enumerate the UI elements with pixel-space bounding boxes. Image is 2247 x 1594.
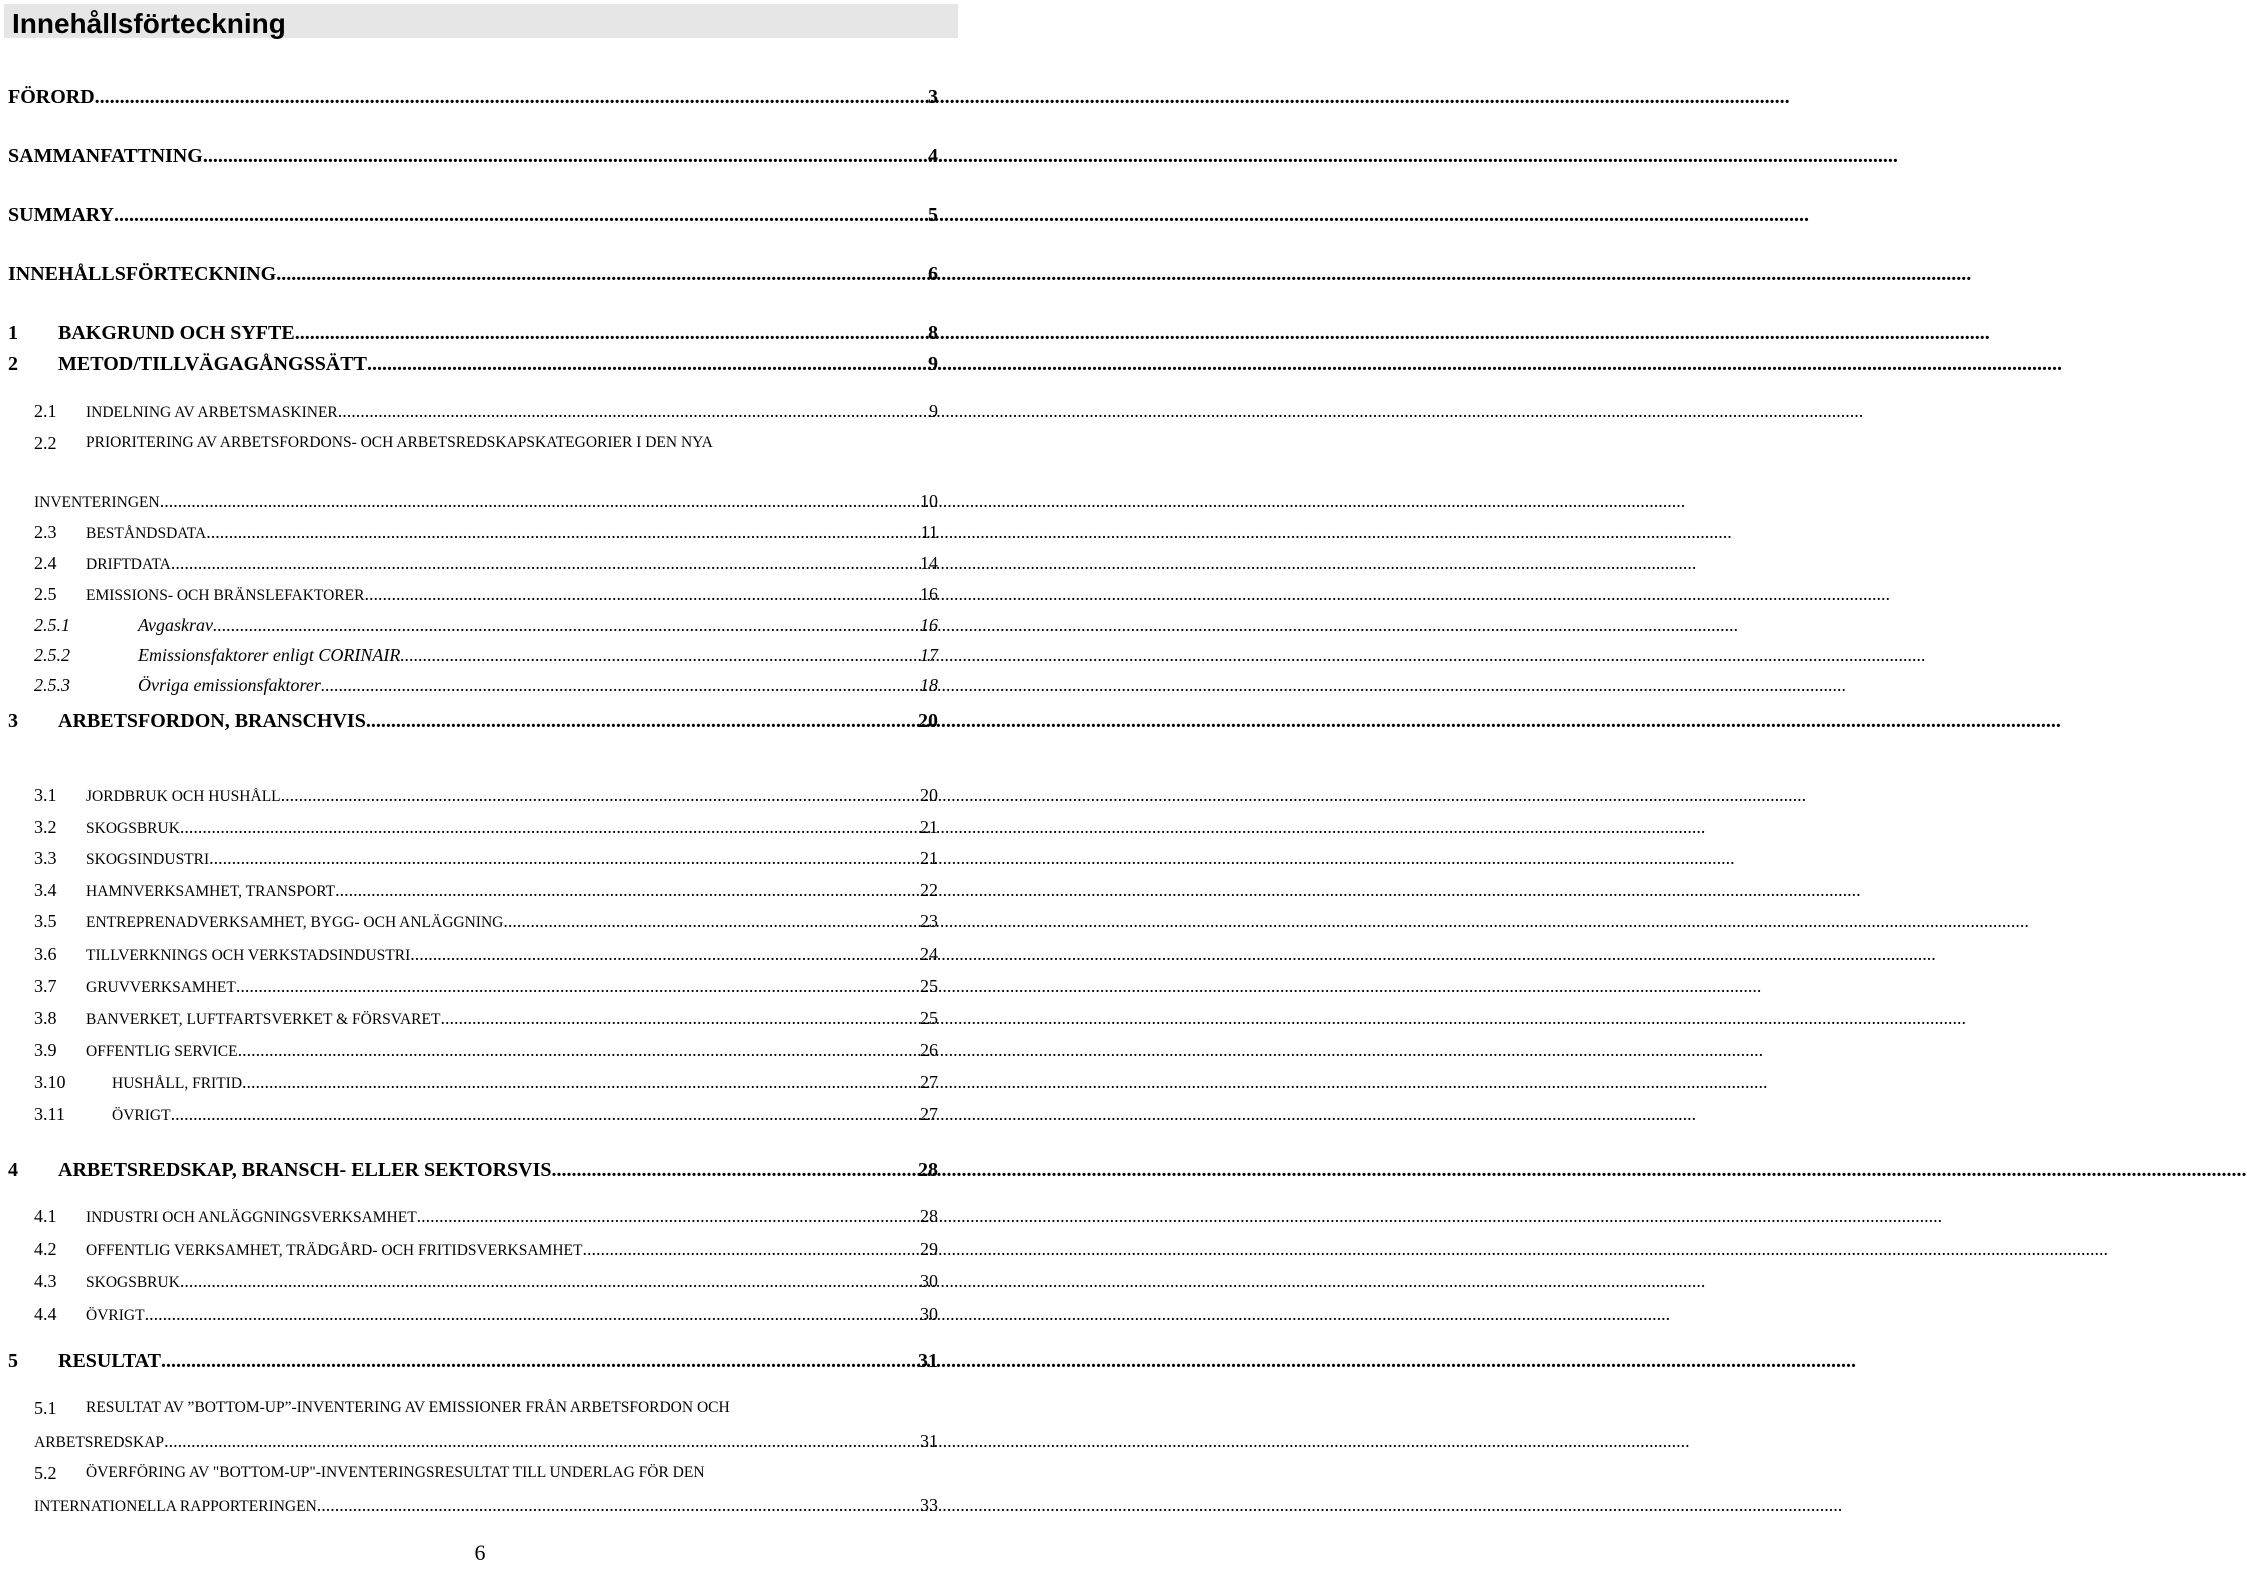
toc-page-number: 4 [928, 145, 938, 167]
toc-page-number: 26 [920, 1040, 938, 1060]
toc-page-number: 5 [928, 204, 938, 226]
toc-page-number: 22 [920, 880, 938, 900]
toc-title: ÖVRIGT [112, 1107, 171, 1124]
toc-number: 2.3 [34, 522, 57, 542]
toc-number: 3.3 [34, 848, 57, 868]
toc-page-number: 28 [920, 1206, 938, 1226]
toc-entry[interactable] [8, 82, 938, 112]
toc-title: ARBETSFORDON, BRANSCHVIS [58, 710, 366, 732]
dot-leader [171, 548, 920, 578]
toc-title: ÖVERFÖRING AV "BOTTOM-UP"-INVENTERINGSRESULTAT TILL UNDERLAG FÖR DEN [86, 1464, 705, 1481]
toc-section-heading-line[interactable] [0, 428, 938, 458]
dot-leader [276, 259, 928, 289]
toc-section[interactable] [34, 906, 938, 936]
toc-number: 4 [8, 1159, 18, 1181]
toc-title: Övriga emissionsfaktorer [138, 675, 321, 695]
toc-section[interactable] [34, 1035, 938, 1065]
toc-page-number: 9 [928, 353, 938, 375]
toc-section[interactable] [34, 548, 938, 578]
toc-chapter[interactable] [8, 318, 938, 348]
toc-title: INNEHÅLLSFÖRTECKNING [8, 263, 277, 285]
toc-title: SAMMANFATTNING [8, 145, 203, 167]
toc-page-number: 16 [920, 615, 938, 635]
toc-section-heading-line[interactable] [0, 1458, 938, 1488]
toc-number: 5 [8, 1350, 18, 1372]
dot-leader [95, 82, 928, 112]
dot-leader [338, 396, 929, 426]
toc-page-number: 6 [928, 263, 938, 285]
toc-number: 3.7 [34, 976, 57, 996]
dot-leader [440, 1003, 920, 1033]
toc-page-number: 21 [920, 817, 938, 837]
toc-number: 2.5.3 [34, 675, 70, 695]
toc-section[interactable] [34, 1003, 938, 1033]
dot-leader [410, 939, 920, 969]
toc-title: ARBETSREDSKAP, BRANSCH- ELLER SEKTORSVIS [58, 1159, 552, 1181]
toc-page-number: 20 [920, 785, 938, 805]
toc-number: 3 [8, 710, 18, 732]
dot-leader [206, 517, 920, 547]
toc-section[interactable] [34, 1426, 938, 1456]
toc-section[interactable] [34, 875, 938, 905]
dot-leader [203, 141, 928, 171]
dot-leader [145, 1299, 920, 1329]
toc-entry[interactable] [8, 200, 938, 230]
toc-number: 4.2 [34, 1239, 57, 1259]
toc-title: Emissionsfaktorer enligt CORINAIR [138, 645, 401, 665]
toc-number: 4.3 [34, 1271, 57, 1291]
dot-leader [364, 579, 920, 609]
toc-page-number: 16 [920, 584, 938, 604]
toc-page-number: 31 [918, 1350, 938, 1372]
toc-page-number: 24 [920, 944, 938, 964]
dot-leader [552, 1155, 919, 1185]
toc-number: 3.5 [34, 911, 57, 931]
toc-title: Avgaskrav [138, 615, 213, 635]
toc-page-number: 20 [918, 710, 938, 732]
toc-page-number: 8 [928, 322, 938, 344]
toc-title: GRUVVERKSAMHET [86, 979, 236, 996]
toc-title-continuation: INTERNATIONELLA RAPPORTERINGEN [34, 1498, 317, 1515]
toc-title: RESULTAT AV ”BOTTOM-UP”-INVENTERING AV EMISSIONER FRÅN ARBETSFORDON OCH [86, 1399, 730, 1416]
toc-chapter[interactable] [8, 1346, 938, 1376]
dot-leader [417, 1201, 920, 1231]
toc-section[interactable] [34, 971, 938, 1001]
toc-entry[interactable] [8, 259, 938, 289]
toc-section[interactable] [34, 1201, 938, 1231]
toc-chapter[interactable] [8, 1155, 938, 1185]
dot-leader [317, 1490, 920, 1520]
heading-band [4, 4, 958, 38]
toc-section[interactable] [34, 1099, 938, 1129]
toc-number: 3.1 [34, 785, 57, 805]
dot-leader [582, 1234, 920, 1264]
toc-title: BAKGRUND OCH SYFTE [58, 322, 295, 344]
dot-leader [295, 318, 928, 348]
toc-number: 3.10 [34, 1072, 66, 1092]
toc-section[interactable] [34, 579, 938, 609]
toc-title: RESULTAT [58, 1350, 162, 1372]
toc-section[interactable] [34, 1299, 938, 1329]
toc-number: 3.2 [34, 817, 57, 837]
toc-title: HUSHÅLL, FRITID [112, 1075, 243, 1092]
toc-number: 5.2 [34, 1463, 57, 1483]
toc-title: BANVERKET, LUFTFARTSVERKET & FÖRSVARET [86, 1011, 441, 1028]
dot-leader [180, 812, 920, 842]
toc-page-number: 3 [928, 86, 938, 108]
dot-leader [213, 610, 920, 640]
toc-number: 2.1 [34, 401, 57, 421]
toc-title: ÖVRIGT [86, 1307, 145, 1324]
toc-title: SUMMARY [8, 204, 114, 226]
toc-section-heading-line[interactable] [0, 1393, 938, 1423]
toc-page-number: 17 [920, 645, 938, 665]
dot-leader [180, 1266, 920, 1296]
toc-entry[interactable] [8, 141, 938, 171]
toc-section[interactable] [34, 780, 938, 810]
toc-title: OFFENTLIG SERVICE [86, 1043, 238, 1060]
toc-number: 3.8 [34, 1008, 57, 1028]
toc-section[interactable] [34, 1234, 938, 1264]
toc-number: 3.11 [34, 1104, 65, 1124]
dot-leader [400, 640, 920, 670]
toc-section[interactable] [34, 517, 938, 547]
toc-page-number: 23 [920, 911, 938, 931]
dot-leader [114, 200, 928, 230]
toc-page-number: 27 [920, 1104, 938, 1124]
page-number: 6 [474, 1540, 486, 1565]
dot-leader [161, 1346, 918, 1376]
toc-subsection[interactable] [34, 610, 938, 640]
toc-page-number: 29 [920, 1239, 938, 1259]
dot-leader [321, 670, 920, 700]
dot-leader [367, 349, 928, 379]
toc-section[interactable] [34, 939, 938, 969]
dot-leader [171, 1099, 920, 1129]
toc-title: SKOGSBRUK [86, 1274, 180, 1291]
toc-title: BESTÅNDSDATA [86, 525, 207, 542]
toc-title: SKOGSINDUSTRI [86, 851, 210, 868]
toc-number: 2.2 [34, 433, 57, 453]
dot-leader [160, 486, 920, 516]
toc-number: 1 [8, 322, 18, 344]
toc-page-number: 10 [920, 491, 938, 511]
toc-title: FÖRORD [8, 86, 95, 108]
dot-leader [236, 971, 920, 1001]
toc-subsection[interactable] [34, 640, 938, 670]
toc-number: 2 [8, 353, 18, 375]
toc-number: 5.1 [34, 1398, 57, 1418]
toc-number: 2.5.1 [34, 615, 70, 635]
toc-page-number: 25 [920, 976, 938, 996]
toc-number: 4.1 [34, 1206, 57, 1226]
toc-page-number: 30 [920, 1304, 938, 1324]
toc-title: HAMNVERKSAMHET, TRANSPORT [86, 883, 336, 900]
dot-leader [209, 843, 920, 873]
toc-title-continuation: INVENTERINGEN [34, 494, 160, 511]
dot-leader [242, 1067, 920, 1097]
toc-section[interactable] [34, 1266, 938, 1296]
toc-title: METOD/TILLVÄGAGÅNGSSÄTT [58, 353, 367, 375]
toc-page-number: 14 [920, 553, 938, 573]
toc-title: JORDBRUK OCH HUSHÅLL [86, 788, 281, 805]
toc-section[interactable] [34, 1067, 938, 1097]
toc-page-number: 31 [920, 1431, 938, 1451]
toc-page-number: 11 [920, 522, 938, 542]
toc-chapter[interactable] [8, 706, 938, 736]
toc-subsection[interactable] [34, 670, 938, 700]
toc-page-number: 9 [929, 401, 938, 421]
toc-title: ENTREPRENADVERKSAMHET, BYGG- OCH ANLÄGGNING [86, 914, 504, 931]
dot-leader [366, 706, 918, 736]
dot-leader [164, 1426, 920, 1456]
dot-leader [503, 906, 920, 936]
toc-number: 4.4 [34, 1304, 57, 1324]
toc-chapter[interactable] [8, 349, 938, 379]
toc-number: 2.4 [34, 553, 57, 573]
toc-number: 2.5.2 [34, 645, 70, 665]
toc-number: 3.9 [34, 1040, 57, 1060]
dot-leader [335, 875, 920, 905]
toc-section[interactable] [34, 396, 938, 426]
toc-page-number: 28 [918, 1159, 938, 1181]
page-title: Innehållsförteckning [12, 8, 286, 39]
toc-page-number: 30 [920, 1271, 938, 1291]
toc-title: EMISSIONS- OCH BRÄNSLEFAKTORER [86, 587, 365, 604]
toc-page-number: 18 [920, 675, 938, 695]
toc-number: 2.5 [34, 584, 57, 604]
toc-section[interactable] [34, 812, 938, 842]
dot-leader [281, 780, 920, 810]
toc-title: PRIORITERING AV ARBETSFORDONS- OCH ARBETSREDSKAPSKATEGORIER I DEN NYA [86, 434, 713, 451]
toc-title: SKOGSBRUK [86, 820, 180, 837]
dot-leader [238, 1035, 920, 1065]
toc-title: OFFENTLIG VERKSAMHET, TRÄDGÅRD- OCH FRITIDSVERKSAMHET [86, 1242, 583, 1259]
toc-section[interactable] [34, 1490, 938, 1520]
toc-page-number: 27 [920, 1072, 938, 1092]
toc-title: INDELNING AV ARBETSMASKINER [86, 404, 338, 421]
toc-number: 3.4 [34, 880, 57, 900]
toc-number: 3.6 [34, 944, 57, 964]
toc-page-number: 25 [920, 1008, 938, 1028]
toc-page-number: 33 [920, 1495, 938, 1515]
toc-page-number: 21 [920, 848, 938, 868]
toc-title-continuation: ARBETSREDSKAP [34, 1434, 165, 1451]
toc-title: TILLVERKNINGS OCH VERKSTADSINDUSTRI [86, 947, 411, 964]
toc-section[interactable] [34, 843, 938, 873]
toc-section[interactable] [34, 486, 938, 516]
toc-title: INDUSTRI OCH ANLÄGGNINGSVERKSAMHET [86, 1209, 417, 1226]
toc-title: DRIFTDATA [86, 556, 171, 573]
